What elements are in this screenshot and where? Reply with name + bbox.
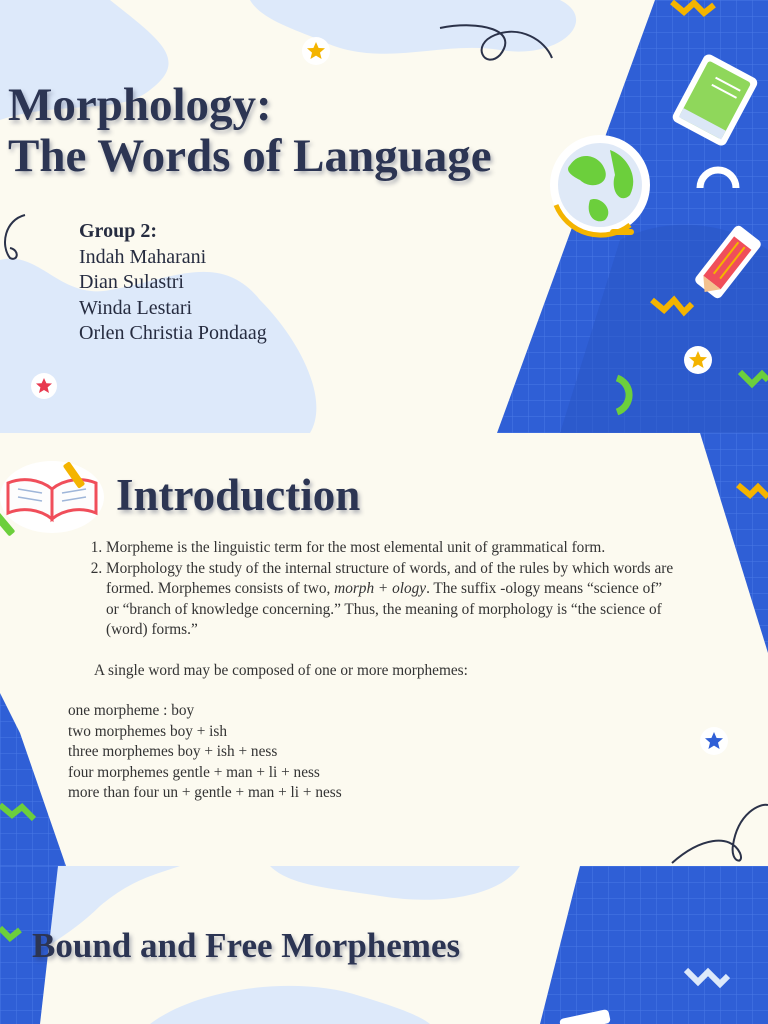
member-name: Orlen Christia Pondaag [79, 322, 267, 344]
star-icon [302, 37, 330, 65]
introduction-slide [0, 433, 768, 866]
list-item [106, 559, 678, 641]
globe-icon [550, 135, 650, 235]
page-title [8, 80, 492, 182]
introduction-body [68, 538, 678, 804]
list-item-text: Morpheme is the linguistic term for the most elemental unit of grammatical form. [106, 539, 606, 556]
definition-list [68, 538, 678, 641]
example-line: two morphemes boy + ish [68, 722, 228, 740]
bound-free-slide [0, 866, 768, 1024]
member-name: Dian Sulastri [79, 271, 184, 293]
squiggle-icon [672, 805, 768, 863]
group-members [79, 219, 267, 347]
grid-panel [540, 866, 768, 1024]
cloud-shape [250, 0, 576, 54]
star-icon [700, 727, 728, 755]
grid-panel [0, 693, 66, 866]
list-item [106, 538, 678, 559]
example-line: one morpheme : boy [68, 702, 195, 719]
title-line-2: The Words of Language [8, 130, 492, 182]
star-icon [31, 373, 57, 399]
grid-panel [700, 433, 768, 653]
title-slide [0, 0, 768, 433]
list-item-text: . The suffix -ology means “science of” or “branch of knowledge concerning.” Thus, the meaning of morphology is “the science of (word) forms.” [106, 580, 663, 638]
emphasis-text: morph + ology [334, 580, 427, 597]
section-title: Introduction [116, 470, 361, 520]
examples-lead: A single word may be composed of one or more morphemes: [94, 661, 468, 679]
slide1-decorations [0, 0, 768, 433]
member-name: Winda Lestari [79, 296, 193, 319]
section-title: Bound and Free Morphemes [32, 926, 461, 965]
example-line: three morphemes boy + ish + ness [68, 743, 278, 760]
star-icon [684, 346, 712, 374]
arc-icon [5, 215, 25, 259]
member-name: Indah Maharani [79, 245, 207, 268]
cloud-shape [270, 866, 520, 900]
group-label: Group 2: [79, 220, 157, 242]
title-line-1: Morphology: [8, 79, 272, 131]
cloud-shape [150, 986, 430, 1024]
open-book-icon [0, 461, 104, 537]
examples-list [68, 701, 678, 804]
example-line: more than four un + gentle + man + li + ness [68, 784, 342, 801]
example-line: four morphemes gentle + man + li + ness [68, 763, 320, 781]
list-item-text: Morphology the study of the internal structure of words, and of the rules by which words are formed. Morphemes consists of two, [106, 559, 674, 597]
